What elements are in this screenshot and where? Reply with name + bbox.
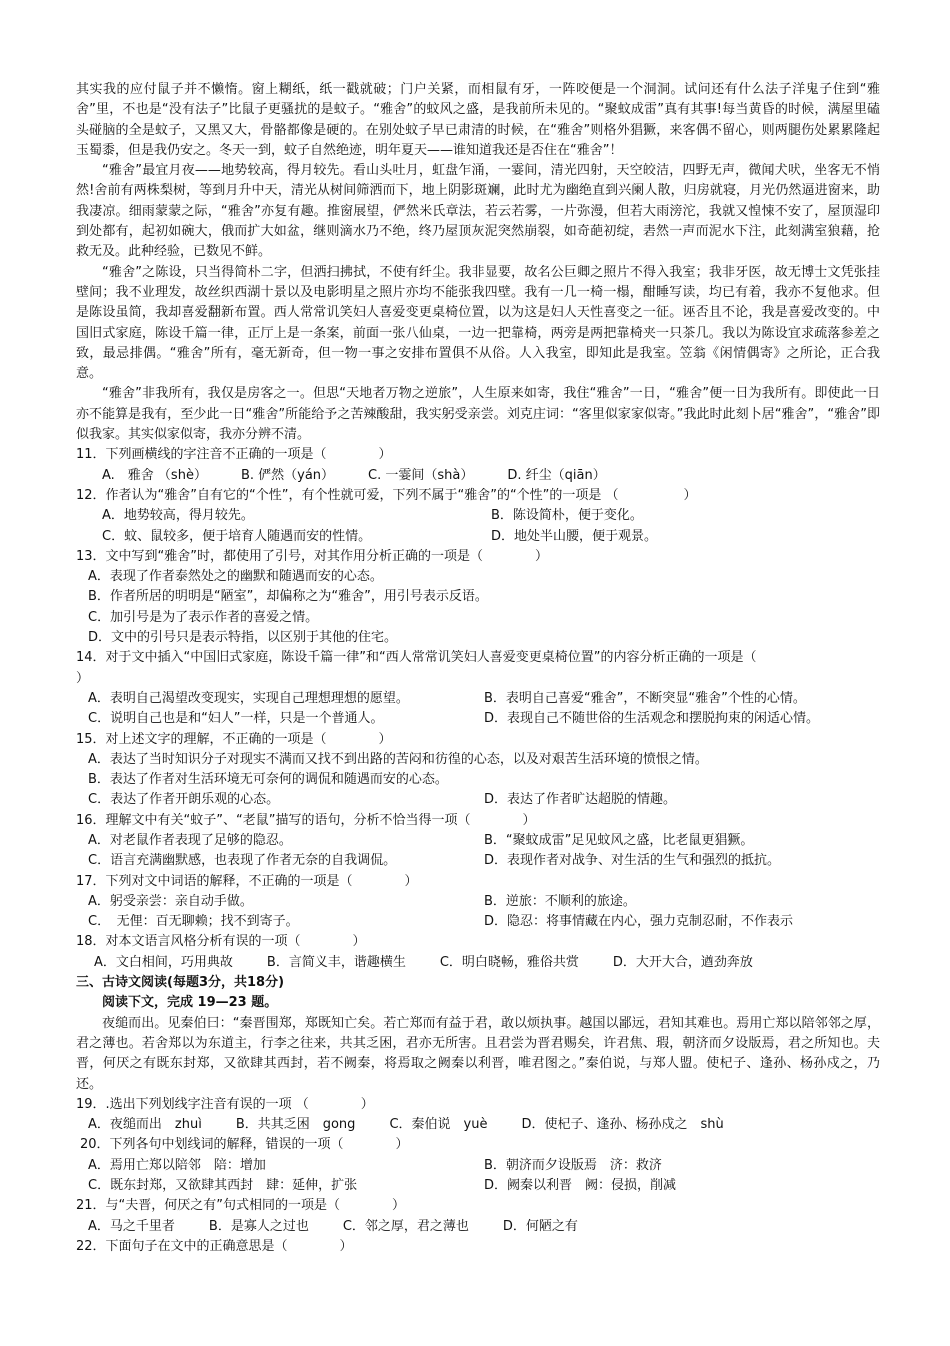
question-12-option-b: B．陈设简朴，便于变化。 xyxy=(491,508,643,524)
question-19-option-b: B．共其乏困 gong xyxy=(235,1117,356,1133)
question-14-stem: 14．对于文中插入“中国旧式家庭，陈设千篇一律”和“西人常常讥笑妇人喜爱变更桌椅位置”的内容分析正确的一项是（ xyxy=(76,650,757,666)
question-14-option-d: D．表现自己不随世俗的生活观念和摆脱拘束的闲适心情。 xyxy=(484,711,820,727)
question-15-option-d: D．表达了作者旷达超脱的情趣。 xyxy=(484,792,677,808)
question-19-option-d: D．使杞子、逢孙、杨孙戍之 shù xyxy=(521,1117,724,1133)
question-12-options xyxy=(76,506,880,547)
passage-paragraph-4: “雅舍”非我所有，我仅是房客之一。但思“天地者万物之逆旅”，人生原来如寄，我住“雅舍”一日，“雅舍”便一日为我所有。即使此一日亦不能算是我有，至少此一日“雅舍”所能给予之苦辣酸甜，我实躬受亲尝。刘克庄词：“客里似家家似寄。”我此时此刻卜居“雅舍”，“雅舍”即似我家。其实似家似寄，我亦分辨不清。 xyxy=(76,386,880,443)
question-15-option-b: B．表达了作者对生活环境无可奈何的调侃和随遇而安的心态。 xyxy=(88,772,448,788)
question-20-option-c: C．既东封郑，又欲肆其西封 肆：延伸，扩张 xyxy=(88,1178,358,1194)
question-11-option-a: A. 雅舍 （shè） xyxy=(102,467,207,483)
question-16-stem: 16．理解文中有关“蚊子”、“老鼠”描写的语句，分析不恰当得一项（ ） xyxy=(76,812,536,828)
question-18-option-c: C．明白晓畅，雅俗共赏 xyxy=(439,954,579,970)
question-18-option-b: B．言简义丰，谐趣横生 xyxy=(266,954,406,970)
passage-paragraph-3: “雅舍”之陈设，只当得简朴二字，但洒扫拂拭，不使有纤尘。我非显要，故名公巨卿之照片不得入我室；我非牙医，故无博士文凭张挂壁间；我不业理发，故丝织西湖十景以及电影明星之照片亦均不能张我四壁。我有一几一椅一榻，酣睡写读，均已有着，我亦不复他求。但是陈设虽简，我却喜爱翻新布置。西人常常讥笑妇人喜爱变更桌椅位置，以为这是妇人天性喜变之一征。诬否且不论，我是喜爱改变的。中国旧式家庭，陈设千篇一律，正厅上是一条案，前面一张八仙桌，一边一把靠椅，两旁是两把靠椅夹一只茶几。我以为陈设宜求疏落参差之致，最忌排偶。“雅舍”所有，毫无新奇，但一物一事之安排布置俱不从俗。人入我室，即知此是我室。笠翁《闲情偶寄》之所论，正合我意。 xyxy=(76,264,880,382)
question-14-option-b: B．表明自己喜爱“雅舍”，不断突显“雅舍”个性的心情。 xyxy=(484,690,806,706)
question-21-option-d: D．何陋之有 xyxy=(502,1218,578,1234)
question-15-option-a: A．表达了当时知识分子对现实不满而又找不到出路的苦闷和彷徨的心态，以及对艰苦生活环境的愤恨之情。 xyxy=(88,751,708,767)
question-16-option-a: A．对老鼠作者表现了足够的隐忍。 xyxy=(88,832,292,848)
question-16-option-c: C．语言充满幽默感，也表现了作者无奈的自我调侃。 xyxy=(88,853,397,869)
question-21-option-a: A．马之千里者 xyxy=(88,1218,175,1234)
question-15-stem: 15．对上述文字的理解，不正确的一项是（ ） xyxy=(76,731,392,747)
question-19-option-a: A．夜缒而出 zhuì xyxy=(88,1117,202,1133)
question-13-option-c: C．加引号是为了表示作者的喜爱之情。 xyxy=(88,609,319,625)
question-16-option-d: D．表现作者对战争、对生活的生气和强烈的抵抗。 xyxy=(484,853,781,869)
question-21-option-c: C．邻之厚，君之薄也 xyxy=(342,1218,469,1234)
question-13-option-b: B．作者所居的明明是“陋室”，却偏称之为“雅舍”，用引号表示反语。 xyxy=(88,589,488,605)
question-14-options xyxy=(76,689,880,730)
passage-paragraph-1: 其实我的应付鼠子并不懒惰。窗上糊纸，纸一戳就破；门户关紧，而相鼠有牙，一阵咬便是一个洞洞。试问还有什么法子洋鬼子住到“雅舍”里，不也是“没有法子”比鼠子更骚扰的是蚊子。“雅舍”的蚊风之盛，是我前所未见的。“聚蚊成雷”真有其事!每当黄昏的时候，满屋里磕头碰脑的全是蚊子，又黑又大，骨骼都像是硬的。在别处蚊子早已肃清的时候，在“雅舍”则格外猖獗，来客偶不留心，则两腿伤处累累隆起玉蜀黍，但是我仍安之。冬天一到，蚊子自然绝迹，明年夏天——谁知道我还是否住在“雅舍”！ xyxy=(76,82,880,158)
question-14-option-c: C．说明自己也是和“妇人”一样，只是一个普通人。 xyxy=(88,711,384,727)
question-20-option-b: B．朝济而夕设版焉 济：救济 xyxy=(484,1157,662,1173)
question-14-option-a: A．表明自己渴望改变现实，实现自己理想理想的愿望。 xyxy=(88,690,409,706)
question-11-option-c: C. 一霎间（shà） xyxy=(368,467,474,483)
question-18-stem: 18．对本文语言风格分析有误的一项（ ） xyxy=(76,934,366,950)
classical-passage: 夜缒而出。见秦伯曰：“秦晋围郑，郑既知亡矣。若亡郑而有益于君，敢以烦执事。越国以鄙远，君知其难也。焉用亡郑以陪邻邻之厚，君之薄也。若舍郑以为东道主，行李之往来，共其乏困，君亦无所害。且君尝为晋君赐矣，许君焦、瑕，朝济而夕设版焉，君之所知也。夫晋，何厌之有既东封郑，又欲肆其西封，若不阙秦，将焉取之阙秦以利晋，唯君图之。”秦伯说，与郑人盟。使杞子、逢孙、杨孙戍之，乃还。 xyxy=(76,1015,880,1092)
question-12-option-c: C．蚊、鼠较多，便于培育人随遇而安的性情。 xyxy=(102,528,372,544)
question-17-option-c: C． 无俚：百无聊赖；找不到寄子。 xyxy=(88,914,299,930)
question-16-option-b: B．“聚蚊成雷”足见蚊风之盛，比老鼠更猖獗。 xyxy=(484,832,754,848)
question-21-option-b: B．是寡人之过也 xyxy=(208,1218,309,1234)
question-22-stem: 22．下面句子在文中的正确意思是（ ） xyxy=(76,1238,353,1254)
question-15-options xyxy=(76,750,880,811)
question-11-stem: 11．下列画横线的字注音不正确的一项是（ ） xyxy=(76,447,392,463)
question-20-option-a: A．焉用亡郑以陪邻 陪：增加 xyxy=(88,1157,266,1173)
question-18-option-d: D．大开大合，遒劲奔放 xyxy=(612,954,753,970)
question-11-option-d: D. 纤尘（qiān） xyxy=(507,467,606,483)
question-20-options xyxy=(76,1156,880,1197)
question-19-options xyxy=(76,1115,880,1135)
question-13-options xyxy=(76,567,880,648)
question-17-stem: 17．下列对文中词语的解释，不正确的一项是（ ） xyxy=(76,873,418,889)
question-17-option-a: A．躬受亲尝：亲自动手做。 xyxy=(88,893,253,909)
question-13-option-d: D．文中的引号只是表示特指，以区别于其他的住宅。 xyxy=(88,630,398,646)
question-17-option-b: B．逆旅：不顺利的旅途。 xyxy=(484,893,636,909)
question-19-stem: 19．.选出下列划线字注音有误的一项 （ ） xyxy=(76,1096,374,1112)
question-12-option-a: A．地势较高，得月较先。 xyxy=(102,508,254,524)
question-14-stem-close: ） xyxy=(76,670,90,686)
section-3-heading: 三、古诗文阅读(每题3分，共18分) xyxy=(76,975,285,991)
question-21-stem: 21．与“夫晋，何厌之有”句式相同的一项是（ ） xyxy=(76,1198,406,1214)
question-13-stem: 13．文中写到“雅舍”时，都使用了引号，对其作用分析正确的一项是（ ） xyxy=(76,548,549,564)
question-17-options xyxy=(76,892,880,933)
question-12-stem: 12．作者认为“雅舍”自有它的“个性”，有个性就可爱，下列不属于“雅舍”的“个性”的一项是 （ ） xyxy=(76,487,697,503)
question-18-option-a: A．文白相间，巧用典故 xyxy=(94,954,233,970)
question-11-options xyxy=(76,466,880,486)
question-16-options xyxy=(76,831,880,872)
question-20-stem: 20．下列各句中划线词的解释，错误的一项（ ） xyxy=(80,1137,409,1153)
question-20-option-d: D．阙秦以利晋 阙：侵损，削减 xyxy=(484,1178,677,1194)
question-13-option-a: A．表现了作者泰然处之的幽默和随遇而安的心态。 xyxy=(88,569,383,585)
reading-instruction: 阅读下文，完成 19—23 题。 xyxy=(102,995,278,1011)
passage-paragraph-2: “雅舍”最宜月夜——地势较高，得月较先。看山头吐月，虹盘乍涌，一霎间，清光四射，天空皎洁，四野无声，微闻犬吠，坐客无不悄然!舍前有两株梨树，等到月升中天，清光从树间筛洒而下，地上阴影斑斓，此时尤为幽绝直到兴阑人散，归房就寝，月光仍然逼进窗来，助我凄凉。细雨蒙蒙之际，“雅舍”亦复有趣。推窗展望，俨然米氏章法，若云若雾，一片弥漫，但若大雨滂沱，我就又惶悚不安了，屋顶湿印到处都有，起初如碗大，俄而扩大如盆，继则滴水乃不绝，终乃屋顶灰泥突然崩裂，如奇葩初绽，砉然一声而泥水下注，此刻满室狼藉，抢救无及。此种经验，已数见不鲜。 xyxy=(76,163,880,260)
question-11-option-b: B. 俨然（yán） xyxy=(240,467,335,483)
question-18-options xyxy=(76,953,880,973)
question-19-option-c: C．秦伯说 yuè xyxy=(389,1117,488,1133)
question-21-options xyxy=(76,1217,880,1237)
question-15-option-c: C．表达了作者开朗乐观的心态。 xyxy=(88,792,280,808)
question-17-option-d: D．隐忍：将事情藏在内心，强力克制忍耐，不作表示 xyxy=(484,914,794,930)
question-12-option-d: D．地处半山腰，便于观景。 xyxy=(491,528,658,544)
